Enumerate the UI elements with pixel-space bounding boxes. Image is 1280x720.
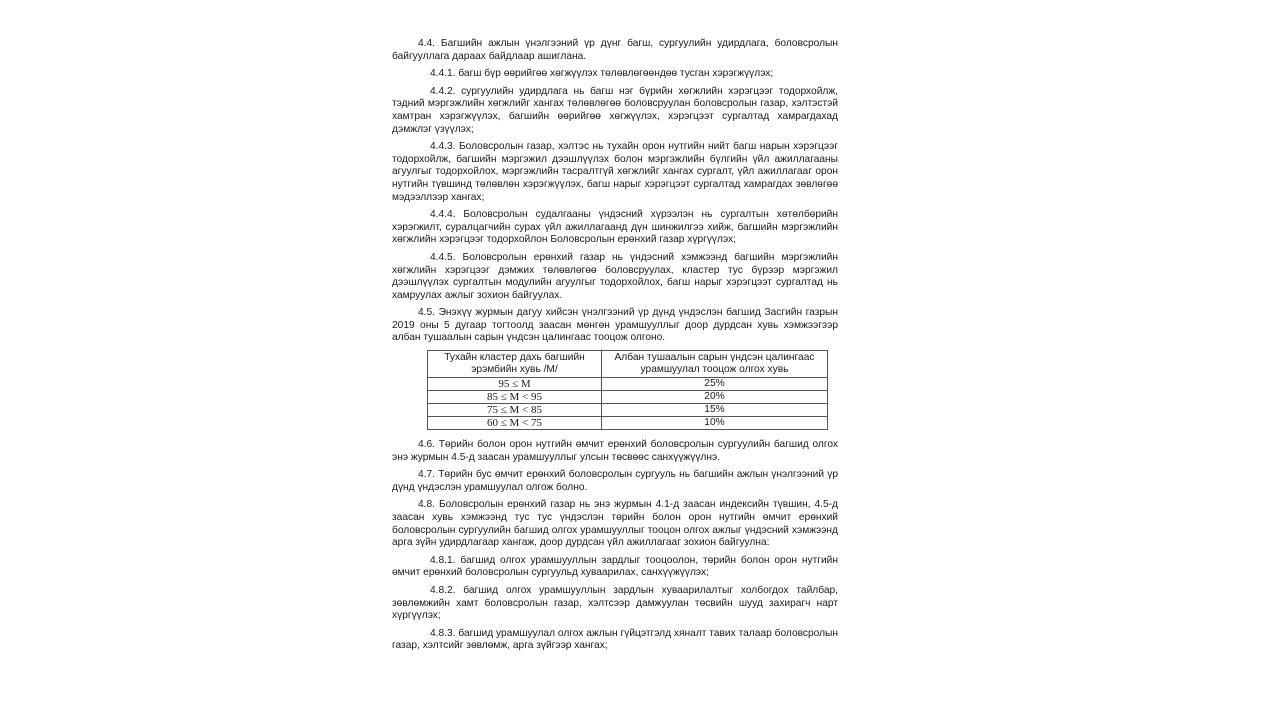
header-rank-percentile: Тухайн кластер дахь багшийн эрэмбийн хувь /M/: [428, 351, 602, 378]
paragraph-4-8-3: 4.8.3. багшид урамшуулал олгох ажлын гүйцэтгэлд хяналт тавих талаар боловсролын газар, хэлтсийг зөвлөмж, арга зүйгээр хангах;: [392, 627, 838, 652]
paragraph-4-8: 4.8. Боловсролын ерөнхий газар нь энэ журмын 4.1-д заасан индексийн түвшин, 4.5-д заасан хувь хэмжээнд тус тус үндэслэн төрийн болон орон нутгийн өмчит ерөнхий боловсролын сургуулийн багшид олгох урамшууллыг тооцон олгох ажлыг үндэсний хэмжээнд арга зүйн удирдлагаар хангаж, доор дурдсан үйл ажиллагааг зохион байгуулна:: [392, 499, 838, 549]
paragraph-4-4-5: 4.4.5. Боловсролын ерөнхий газар нь үндэсний хэмжээнд багшийн мэргэжлийн хөгжлийн хэрэгцээг дэмжих төлөвлөгөө боловсруулах, кластер тус бүрээр мэргэжил дээшлүүлэх сургалтын модулийн агуулгыг тодорхойлох, багш нарыг хэрэгцээт сургалтад нь хамруулах ажлыг зохион байгуулах.: [392, 251, 838, 301]
table-row: [428, 391, 828, 404]
paragraph-4-4-3: 4.4.3. Боловсролын газар, хэлтэс нь тухайн орон нутгийн нийт багш нарын хэрэгцээг тодорхойлж, багшийн мэргэжил дээшлүүлэх болон мэргэжлийн бүлгийн үйл ажиллагааны агуулгыг тодорхойлох, мэргэжлийн тасралтгүй хөгжлийг хангах сургалт, үйл ажиллагааг орон нутгийн түвшинд төлөвлөн хэрэгжүүлэх, багш нарыг хэрэгцээт сургалтад хамрагдах зөвлөгөө мэдээллээр хангах;: [392, 141, 838, 203]
rank-range-cell: 85 ≤ M < 95: [428, 391, 602, 404]
paragraph-4-4: 4.4. Багшийн ажлын үнэлгээний үр дүнг багш, сургуулийн удирдлага, боловсролын байгууллага дараах байдлаар ашиглана.: [392, 38, 838, 62]
document-page: [392, 38, 838, 658]
paragraph-4-7: 4.7. Төрийн бус өмчит ерөнхий боловсролын сургууль нь багшийн ажлын үнэлгээний үр дүнд үндэслэн урамшуулал олгож болно.: [392, 469, 838, 493]
paragraph-4-8-1: 4.8.1. багшид олгох урамшууллын зардлыг тооцоолон, төрийн болон орон нутгийн өмчит ерөнхий боловсролын сургуульд хуваарилах, санхүүжүүлэх;: [392, 554, 838, 579]
rank-range-cell: 60 ≤ M < 75: [428, 417, 602, 430]
table-row: [428, 417, 828, 430]
paragraph-4-8-2: 4.8.2. багшид олгох урамшууллын зардлын хуваарилалтыг холбогдох тайлбар, зөвлөмжийн хамт боловсролын газар, хэлтсээр дамжуулан төсвийн шууд захирагч нарт хүргүүлэх;: [392, 585, 838, 622]
table-header-row: [428, 351, 828, 378]
table-row: [428, 378, 828, 391]
paragraph-4-4-4: 4.4.4. Боловсролын судалгааны үндэсний хүрээлэн нь сургалтын хөтөлбөрийн хэрэгжилт, суралцагчийн сурах үйл ажиллагаанд дүн шинжилгээ хийж, багшийн мэргэжлийн хөгжлийн хэрэгцээг тодорхойлон Боловсролын ерөнхий газар хүргүүлэх;: [392, 209, 838, 246]
paragraph-4-4-1: 4.4.1. багш бүр өөрийгөө хөгжүүлэх төлөвлөгөөндөө тусган хэрэгжүүлэх;: [430, 68, 774, 80]
table-row: [428, 404, 828, 417]
rank-range-cell: 75 ≤ M < 85: [428, 404, 602, 417]
paragraph-4-4-2: 4.4.2. сургуулийн удирдлага нь багш нэг бүрийн хөгжлийн хэрэгцээг тодорхойлж, тэдний мэргэжлийн хөгжлийг хангах төлөвлөгөө боловсруулан боловсролын газар, хэлтэстэй хамтран хэрэгжүүлэх, багшийн өөрийгөө хөгжүүлэх, хэрэгцээт сургалтад хамрагдахад дэмжлэг үзүүлэх;: [392, 85, 838, 135]
bonus-rate-table: [427, 350, 828, 430]
bonus-percent-cell: 25%: [602, 378, 828, 391]
bonus-percent-cell: 10%: [602, 417, 828, 430]
rank-range-cell: 95 ≤ M: [428, 378, 602, 391]
bonus-percent-cell: 20%: [602, 391, 828, 404]
paragraph-4-6: 4.6. Төрийн болон орон нутгийн өмчит ерөнхий боловсролын сургуулийн багшид олгох энэ журмын 4.5-д заасан урамшууллыг улсын төсвөөс санхүүжүүлнэ.: [392, 439, 838, 463]
bonus-percent-cell: 15%: [602, 404, 828, 417]
paragraph-4-5: 4.5. Энэхүү журмын дагуу хийсэн үнэлгээний үр дүнд үндэслэн багшид Засгийн газрын 2019 оны 5 дугаар тогтоолд заасан мөнгөн урамшууллыг доор дурдсан хувь хэмжээгээр албан тушаалын сарын үндсэн цалингаас тооцож олгоно.: [392, 307, 838, 344]
header-bonus-percent: Албан тушаалын сарын үндсэн цалингаас урамшуулал тооцож олгох хувь: [602, 351, 828, 378]
